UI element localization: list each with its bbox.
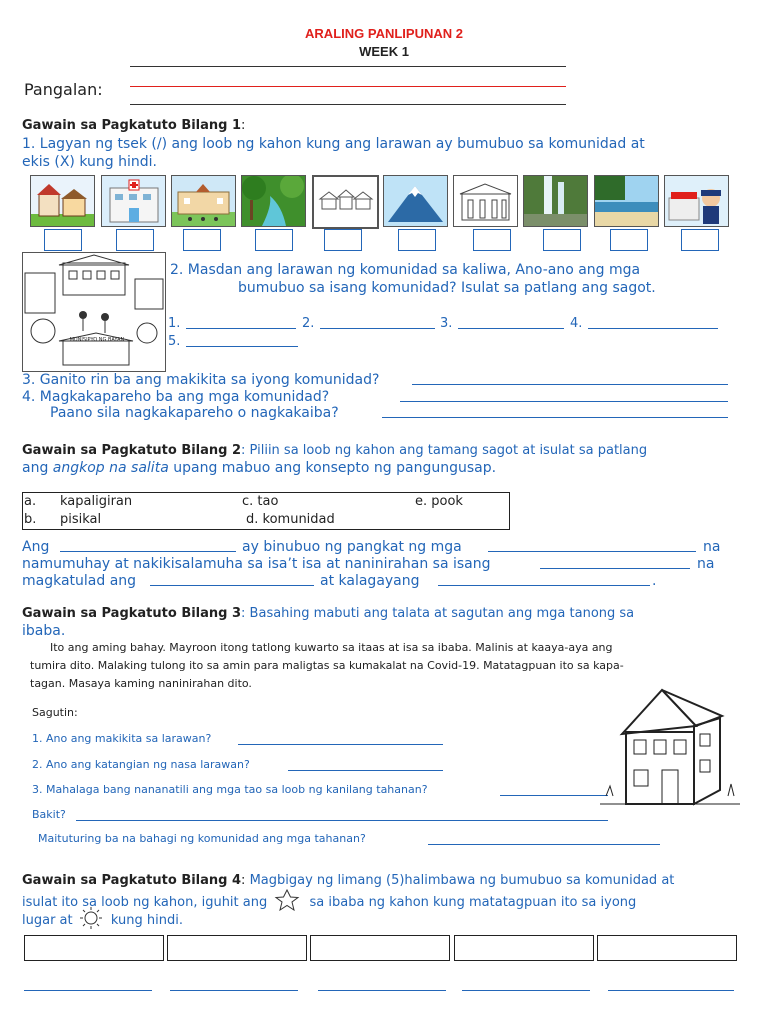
week-label: WEEK 1 [359,44,409,59]
g4-colon: : [241,873,246,888]
picture-mountain [383,175,448,227]
name-label: Pangalan: [24,80,103,99]
g1-heading-row [22,118,245,133]
g2-blank-1[interactable] [60,551,236,552]
answer-box-9[interactable] [610,229,648,251]
g1-q4: 4. Magkakapareho ba ang mga komunidad? [22,389,330,405]
g2-s3-b: at kalagayang [320,573,420,589]
g3-q4-line[interactable] [428,844,660,845]
option-c: c. tao [242,494,279,509]
picture-police-station [664,175,729,227]
g3-instruction: : Basahing mabuti ang talata at sagutan ang mga tanong sa [241,606,635,621]
g4-heading-row [22,872,674,889]
g1-q2-line1: 2. Masdan ang larawan ng komunidad sa kaliwa, Ano-ano ang mga [170,262,641,278]
g2-s1-c: na [703,539,721,555]
g3-q1-line[interactable] [238,744,443,745]
house-illustration [600,686,740,812]
g2-blank-3[interactable] [540,568,690,569]
g2-heading: Gawain sa Pagkatuto Bilang 2 [22,443,242,458]
sketch-sign: MUNISIPYO NG BAYAN [69,337,125,343]
g3-q3: 3. Mahalaga bang nananatili ang mga tao sa loob ng kanilang tahanan? [32,783,428,796]
g2-s1-a: Ang [22,539,50,555]
g4-line-under-2[interactable] [170,990,298,991]
g4-line-under-4[interactable] [462,990,590,991]
g1-q3-line[interactable] [412,384,728,385]
answer-box-5[interactable] [324,229,362,251]
name-line-1[interactable] [130,66,566,67]
g4-line-1: Magbigay ng limang (5)halimbawa ng bumubuo sa komunidad at [249,873,675,888]
blank-label-5: 5. [168,334,181,349]
blank-label-1: 1. [168,316,181,331]
picture-church-house [30,175,95,227]
option-b: pisikal [60,512,102,527]
g4-line-2a: isulat ito sa loob ng kahon, iguhit ang [22,895,268,910]
g4-box-4[interactable] [454,935,594,961]
g2-blank-5[interactable] [438,585,650,586]
g1-instruction-2: ekis (X) kung hindi. [22,154,157,170]
g1-q4-line[interactable] [400,401,728,402]
answer-box-4[interactable] [255,229,293,251]
option-a-letter: a. [24,494,37,509]
g3-q2: 2. Ano ang katangian ng nasa larawan? [32,758,250,771]
g2-instruction-b [22,460,496,477]
name-line-2[interactable] [130,86,566,87]
g1-q2-line2: bumubuo sa isang komunidad? Isulat sa patlang ang sagot. [238,280,656,296]
sun-icon [77,906,107,935]
picture-waterfall [523,175,588,227]
blank-label-3: 3. [440,316,453,331]
answer-box-1[interactable] [44,229,82,251]
picture-building-sketch [312,175,379,229]
g3-heading: Gawain sa Pagkatuto Bilang 3 [22,606,242,621]
g3-q4: Maituturing ba na bahagi ng komunidad ang mga tahanan? [38,832,366,845]
g1-colon: : [241,118,246,133]
blank-5[interactable] [186,346,298,347]
picture-hospital [101,175,166,227]
g3-bakit: Bakit? [32,808,66,821]
g4-box-5[interactable] [597,935,737,961]
g3-para-3: tagan. Masaya kaming naninirahan dito. [30,677,252,690]
g2-instr-b3: upang mabuo ang konsepto ng pangungusap. [168,460,497,476]
g4-line-2b: sa ibaba ng kahon kung matatagpuan ito sa iyong [309,895,637,910]
answer-box-10[interactable] [681,229,719,251]
picture-forest-river [241,175,306,227]
worksheet-title: ARALING PANLIPUNAN 2 [305,26,463,41]
answer-box-8[interactable] [543,229,581,251]
g1-q3: 3. Ganito rin ba ang makikita sa iyong komunidad? [22,372,380,388]
g1-q4b: Paano sila nagkakapareho o nagkakaiba? [50,405,339,421]
picture-beach [594,175,659,227]
answer-box-2[interactable] [116,229,154,251]
sagutin-label: Sagutin: [32,706,78,719]
g1-heading: Gawain sa Pagkatuto Bilang 1 [22,118,242,133]
blank-4[interactable] [588,328,718,329]
g4-line-under-5[interactable] [608,990,734,991]
g3-para-2: tumira dito. Malaking tulong ito sa amin para maligtas sa kumakalat na Covid-19. Matatagpuan ito sa kapa- [30,659,624,672]
option-a: kapaligiran [60,494,133,509]
g4-line-under-1[interactable] [24,990,152,991]
option-d: d. komunidad [246,512,335,527]
g3-q2-line[interactable] [288,770,443,771]
name-line-3[interactable] [130,104,566,105]
g2-s3-a: magkatulad ang [22,573,137,589]
answer-box-7[interactable] [473,229,511,251]
g2-heading-row [22,442,647,459]
g2-instruction-a: : Piliin sa loob ng kahon ang tamang sagot at isulat sa patlang [241,443,648,458]
g3-q3-line[interactable] [500,795,608,796]
g2-s2-b: na [697,556,715,572]
g4-box-1[interactable] [24,935,164,961]
option-e: e. pook [415,494,463,509]
g1-instruction-1: 1. Lagyan ng tsek (/) ang loob ng kahon kung ang larawan ay bumubuo sa komunidad at [22,136,645,152]
g4-line-3a: lugar at [22,913,73,928]
g2-instr-b2: angkop na salita [52,460,169,476]
g4-line-under-3[interactable] [318,990,446,991]
g4-heading: Gawain sa Pagkatuto Bilang 4 [22,873,242,888]
g3-q1: 1. Ano ang makikita sa larawan? [32,732,212,745]
g2-instr-b1: ang [22,460,53,476]
g2-s1-b: ay binubuo ng pangkat ng mga [242,539,462,555]
community-sketch [22,252,166,372]
picture-municipal-hall [453,175,518,227]
answer-box-6[interactable] [398,229,436,251]
blank-1[interactable] [186,328,296,329]
answer-box-3[interactable] [183,229,221,251]
picture-school [171,175,236,227]
g4-line-3b: kung hindi. [110,913,183,928]
star-icon [271,889,305,916]
g2-s2-a: namumuhay at nakikisalamuha sa isa’t isa at naninirahan sa isang [22,556,491,572]
g4-box-2[interactable] [167,935,307,961]
blank-label-4: 4. [570,316,583,331]
g4-line-3-row [22,906,183,935]
g1-q4b-line[interactable] [382,417,728,418]
blank-label-2: 2. [302,316,315,331]
g2-s3-c: . [652,573,657,589]
option-b-letter: b. [24,512,37,527]
g4-box-3[interactable] [310,935,450,961]
blank-2[interactable] [320,328,435,329]
g2-blank-2[interactable] [488,551,696,552]
g3-heading-row [22,605,634,622]
g3-para-1: Ito ang aming bahay. Mayroon itong tatlong kuwarto sa itaas at isa sa ibaba. Malinis at kaaya-aya ang [50,641,613,654]
g3-instruction-2: ibaba. [22,623,66,639]
blank-3[interactable] [458,328,564,329]
g3-bakit-line[interactable] [76,820,608,821]
g2-blank-4[interactable] [150,585,314,586]
